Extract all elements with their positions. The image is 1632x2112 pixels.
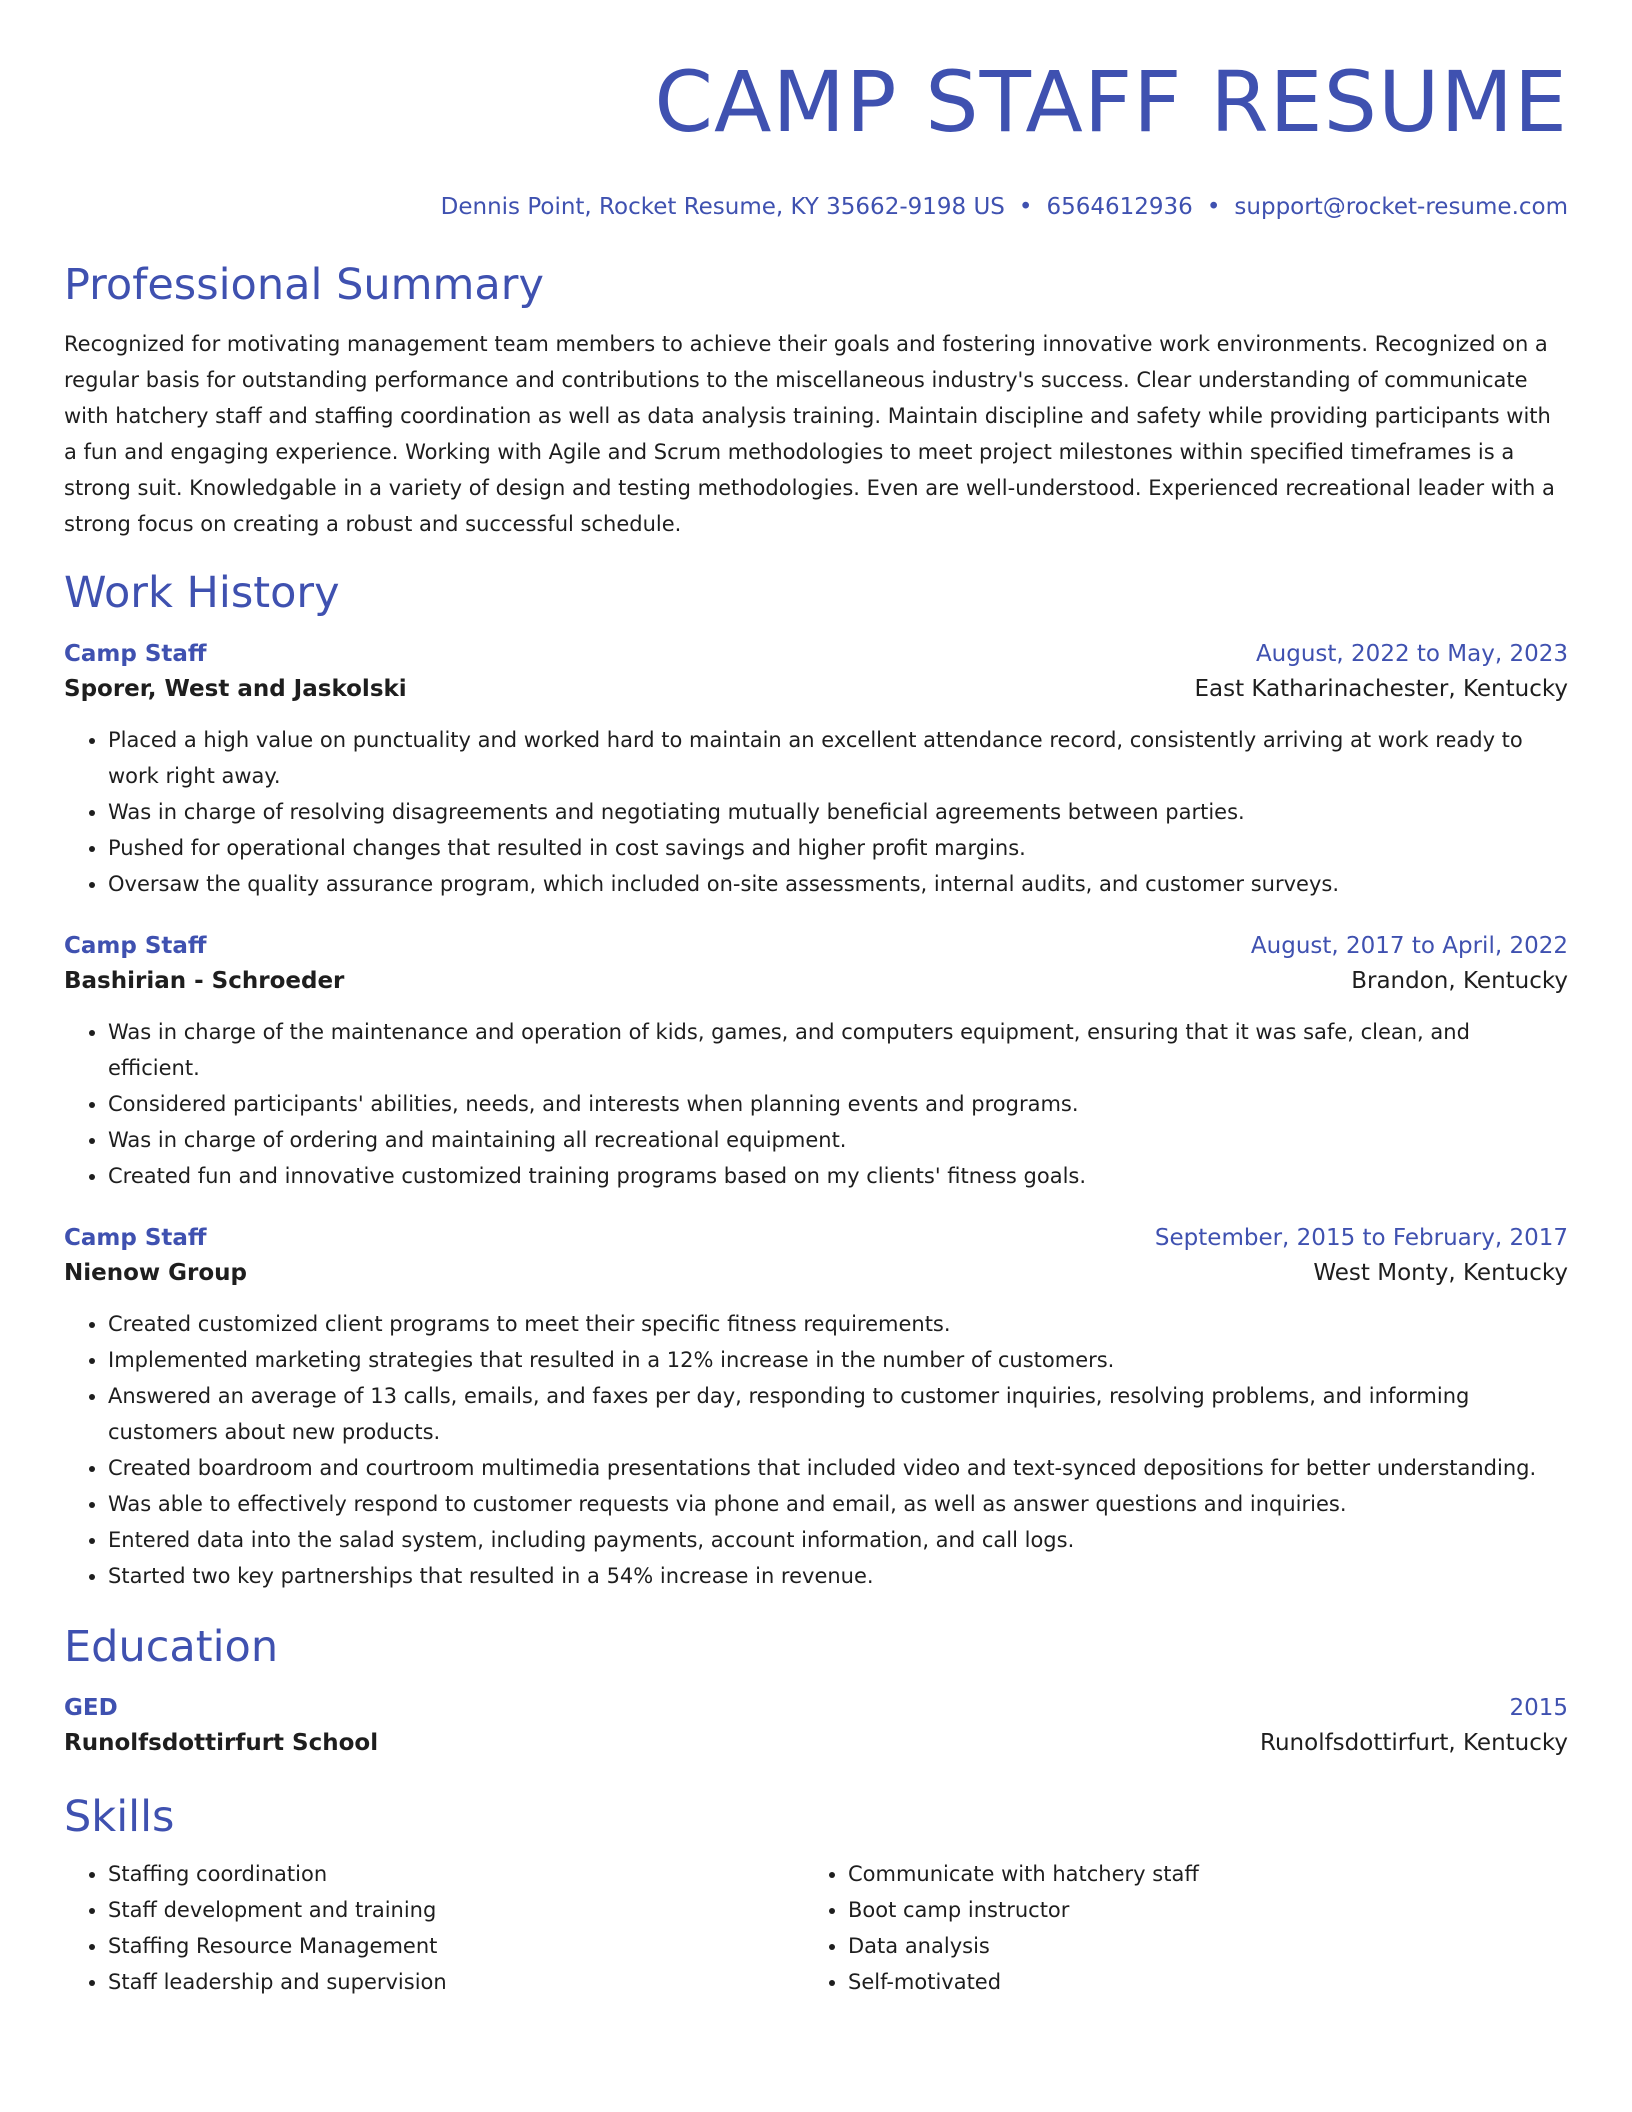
job-bullet: • Created fun and innovative customized training programs based on my clients' fitness goals. — [108, 1158, 1568, 1194]
education-location: Runolfsdottirfurt, Kentucky — [1260, 1730, 1568, 1756]
job-bullet: • Created customized client programs to meet their specific fitness requirements. — [108, 1306, 1568, 1342]
job-bullet: • Answered an average of 13 calls, emails, and faxes per day, responding to customer inquiries, resolving problems, and informing customers about new products. — [108, 1378, 1568, 1450]
job-bullets — [64, 722, 1568, 902]
job-location: East Katharinachester, Kentucky — [1194, 676, 1568, 702]
resume-title: CAMP STAFF RESUME — [654, 53, 1568, 151]
job-bullet: • Implemented marketing strategies that resulted in a 12% increase in the number of customers. — [108, 1342, 1568, 1378]
job-bullet: • Was able to effectively respond to customer requests via phone and email, as well as answer questions and inquiries. — [108, 1486, 1568, 1522]
skill-item: • Communicate with hatchery staff — [848, 1856, 1544, 1892]
job-dates: August, 2017 to April, 2022 — [1250, 933, 1568, 959]
job-bullet: • Entered data into the salad system, including payments, account information, and call logs. — [108, 1522, 1568, 1558]
job-bullet: • Was in charge of ordering and maintaining all recreational equipment. — [108, 1122, 1568, 1158]
education-heading: Education — [64, 1622, 279, 1672]
job-dates: September, 2015 to February, 2017 — [1154, 1225, 1568, 1251]
job-title: Camp Staff — [64, 933, 207, 959]
summary-heading: Professional Summary — [64, 260, 544, 310]
job-entry — [64, 1222, 1568, 1594]
skill-item: • Staff leadership and supervision — [108, 1964, 804, 2000]
skill-item: • Staff development and training — [108, 1892, 804, 1928]
contact-line — [64, 192, 1568, 222]
job-title: Camp Staff — [64, 641, 207, 667]
skill-item: • Boot camp instructor — [848, 1892, 1544, 1928]
job-bullet: • Started two key partnerships that resulted in a 54% increase in revenue. — [108, 1558, 1568, 1594]
job-entry — [64, 638, 1568, 902]
skills-heading: Skills — [64, 1792, 175, 1842]
job-bullet: • Considered participants' abilities, needs, and interests when planning events and programs. — [108, 1086, 1568, 1122]
summary-text: Recognized for motivating management team members to achieve their goals and fostering innovative work environments. Recognized on a regular basis for outstanding performance and contributions to the miscellaneous industry's success. Clear understanding of communicate with hatchery staff and staffing coordination as well as data analysis training. Maintain discipline and safety while providing participants with a fun and engaging experience. Working with Agile and Scrum methodologies to meet project milestones within specified timeframes is a strong suit. Knowledgable in a variety of design and testing methodologies. Even are well-understood. Experienced recreational leader with a strong focus on creating a robust and successful schedule. — [64, 332, 1555, 536]
job-bullet: • Was in charge of resolving disagreements and negotiating mutually beneficial agreements between parties. — [108, 794, 1568, 830]
contact-email: support@rocket-resume.com — [1234, 194, 1568, 220]
job-bullets — [64, 1014, 1568, 1194]
job-location: West Monty, Kentucky — [1313, 1260, 1568, 1286]
job-bullet: • Placed a high value on punctuality and worked hard to maintain an excellent attendance record, consistently arriving at work ready to work right away. — [108, 722, 1568, 794]
education-year: 2015 — [1509, 1695, 1568, 1721]
job-employer: Bashirian - Schroeder — [64, 968, 345, 994]
education-school: Runolfsdottirfurt School — [64, 1730, 379, 1756]
education-entry — [64, 1692, 1568, 1762]
skills-column-right — [804, 1856, 1544, 2000]
job-bullet: • Pushed for operational changes that resulted in cost savings and higher profit margins. — [108, 830, 1568, 866]
skill-item: • Self-motivated — [848, 1964, 1544, 2000]
job-employer: Nienow Group — [64, 1260, 248, 1286]
work-history-heading: Work History — [64, 568, 340, 618]
skills-list — [64, 1856, 1568, 2000]
skill-item: • Staffing coordination — [108, 1856, 804, 1892]
job-title: Camp Staff — [64, 1225, 207, 1251]
job-bullets — [64, 1306, 1568, 1594]
contact-separator: • — [1018, 194, 1033, 220]
job-location: Brandon, Kentucky — [1351, 968, 1568, 994]
contact-separator: • — [1206, 194, 1221, 220]
contact-address: Dennis Point, Rocket Resume, KY 35662-9198 US — [440, 194, 1005, 220]
skill-item: • Data analysis — [848, 1928, 1544, 1964]
contact-phone: 6564612936 — [1046, 194, 1193, 220]
job-bullet: • Oversaw the quality assurance program, which included on-site assessments, internal audits, and customer surveys. — [108, 866, 1568, 902]
skills-column-left — [64, 1856, 804, 2000]
job-entry — [64, 930, 1568, 1194]
job-bullet: • Was in charge of the maintenance and operation of kids, games, and computers equipment, ensuring that it was safe, clean, and efficient. — [108, 1014, 1568, 1086]
skill-item: • Staffing Resource Management — [108, 1928, 804, 1964]
job-dates: August, 2022 to May, 2023 — [1255, 641, 1568, 667]
job-employer: Sporer, West and Jaskolski — [64, 676, 407, 702]
education-degree: GED — [64, 1695, 118, 1721]
job-bullet: • Created boardroom and courtroom multimedia presentations that included video and text-synced depositions for better understanding. — [108, 1450, 1568, 1486]
